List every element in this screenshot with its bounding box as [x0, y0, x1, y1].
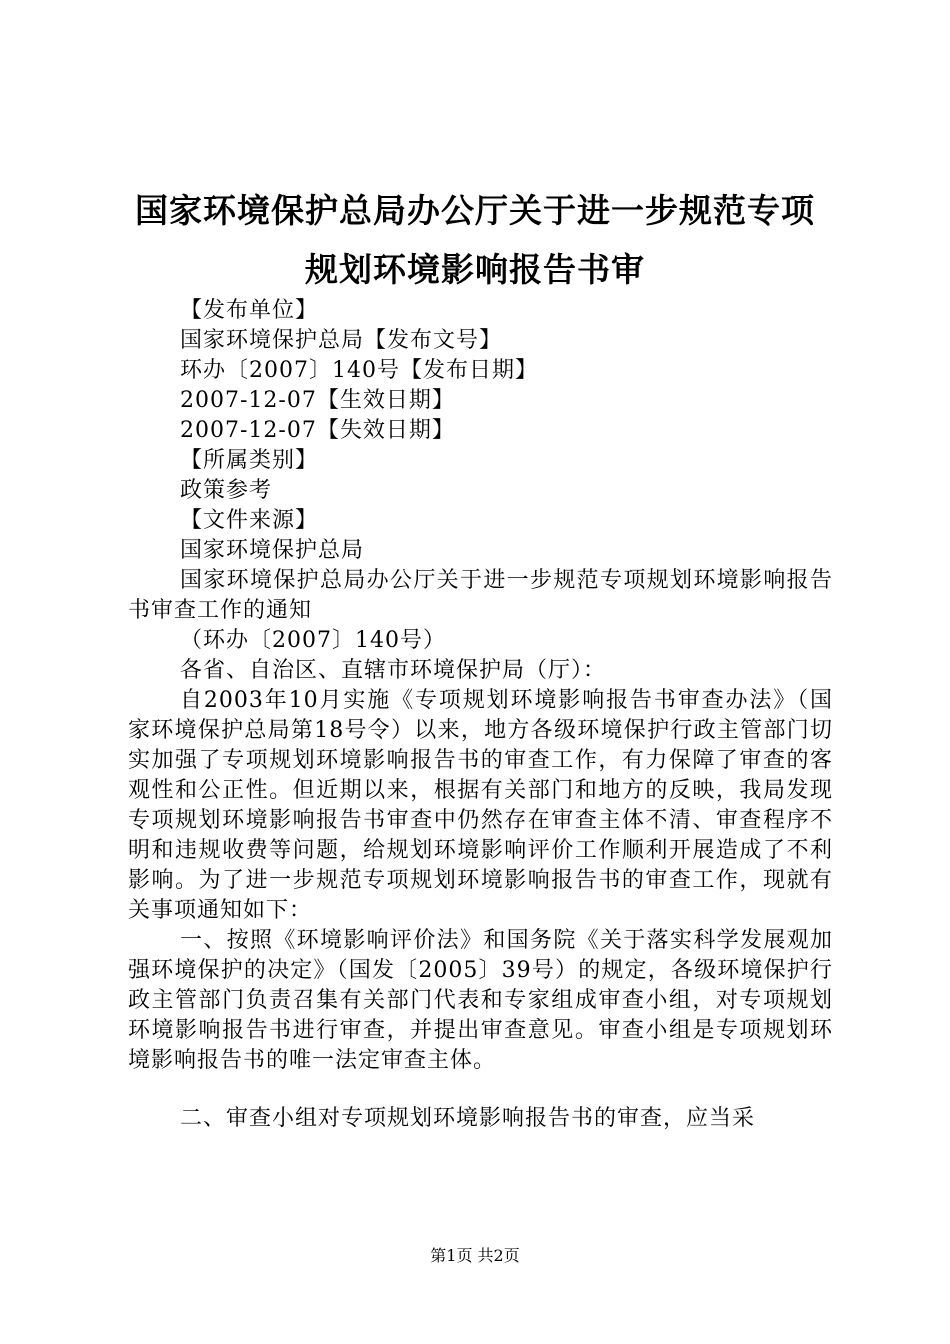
notice-title: 国家环境保护总局办公厅关于进一步规范专项规划环境影响报告书审查工作的通知 — [128, 568, 833, 623]
document-body — [128, 296, 833, 1134]
paragraph: 一、按照《环境影响评价法》和国务院《关于落实科学发展观加强环境保护的决定》（国发〔2005〕39号）的规定，各级环境保护行政主管部门负责召集有关部门代表和专家组成审查小组，对专项规划环境影响报告书进行审查，并提出审查意见。审查小组是专项规划环境影响报告书的唯一法定审查主体。 — [128, 928, 833, 1073]
notice-number: （环办〔2007〕140号） — [180, 628, 446, 653]
document-title-line-1: 国家环境保护总局办公厅关于进一步规范专项 — [135, 191, 815, 230]
paragraph-gap — [128, 1076, 833, 1104]
paragraph: 自2003年10月实施《专项规划环境影响报告书审查办法》（国家环境保护总局第18号令）以来，地方各级环境保护行政主管部门切实加强了专项规划环境影响报告书的审查工作，有力保障了审查的客观性和公正性。但近期以来，根据有关部门和地方的反映，我局发现专项规划环境影响报告书审查中仍然存在审查主体不清、审查程序不明和违规收费等问题，给规划环境影响评价工作顺利开展造成了不利影响。为了进一步规范专项规划环境影响报告书的审查工作，现就有关事项通知如下： — [128, 688, 833, 923]
meta-line: 国家环境保护总局 — [180, 538, 365, 563]
meta-line: 2007-12-07【失效日期】 — [180, 418, 455, 443]
meta-line: 政策参考 — [180, 478, 273, 503]
meta-line: 【所属类别】 — [180, 448, 319, 473]
document-title-line-2: 规划环境影响报告书审 — [305, 250, 645, 289]
paragraph: 二、审查小组对专项规划环境影响报告书的审查，应当采 — [180, 1106, 756, 1131]
meta-line: 【文件来源】 — [180, 508, 319, 533]
meta-line: 【发布单位】 — [180, 298, 319, 323]
addressee: 各省、自治区、直辖市环境保护局（厅）： — [180, 658, 607, 683]
meta-line: 2007-12-07【生效日期】 — [180, 388, 455, 413]
meta-line: 国家环境保护总局【发布文号】 — [180, 328, 503, 353]
page-number-footer: 第1页 共2页 — [430, 1246, 520, 1265]
meta-line: 环办〔2007〕140号【发布日期】 — [180, 358, 538, 383]
